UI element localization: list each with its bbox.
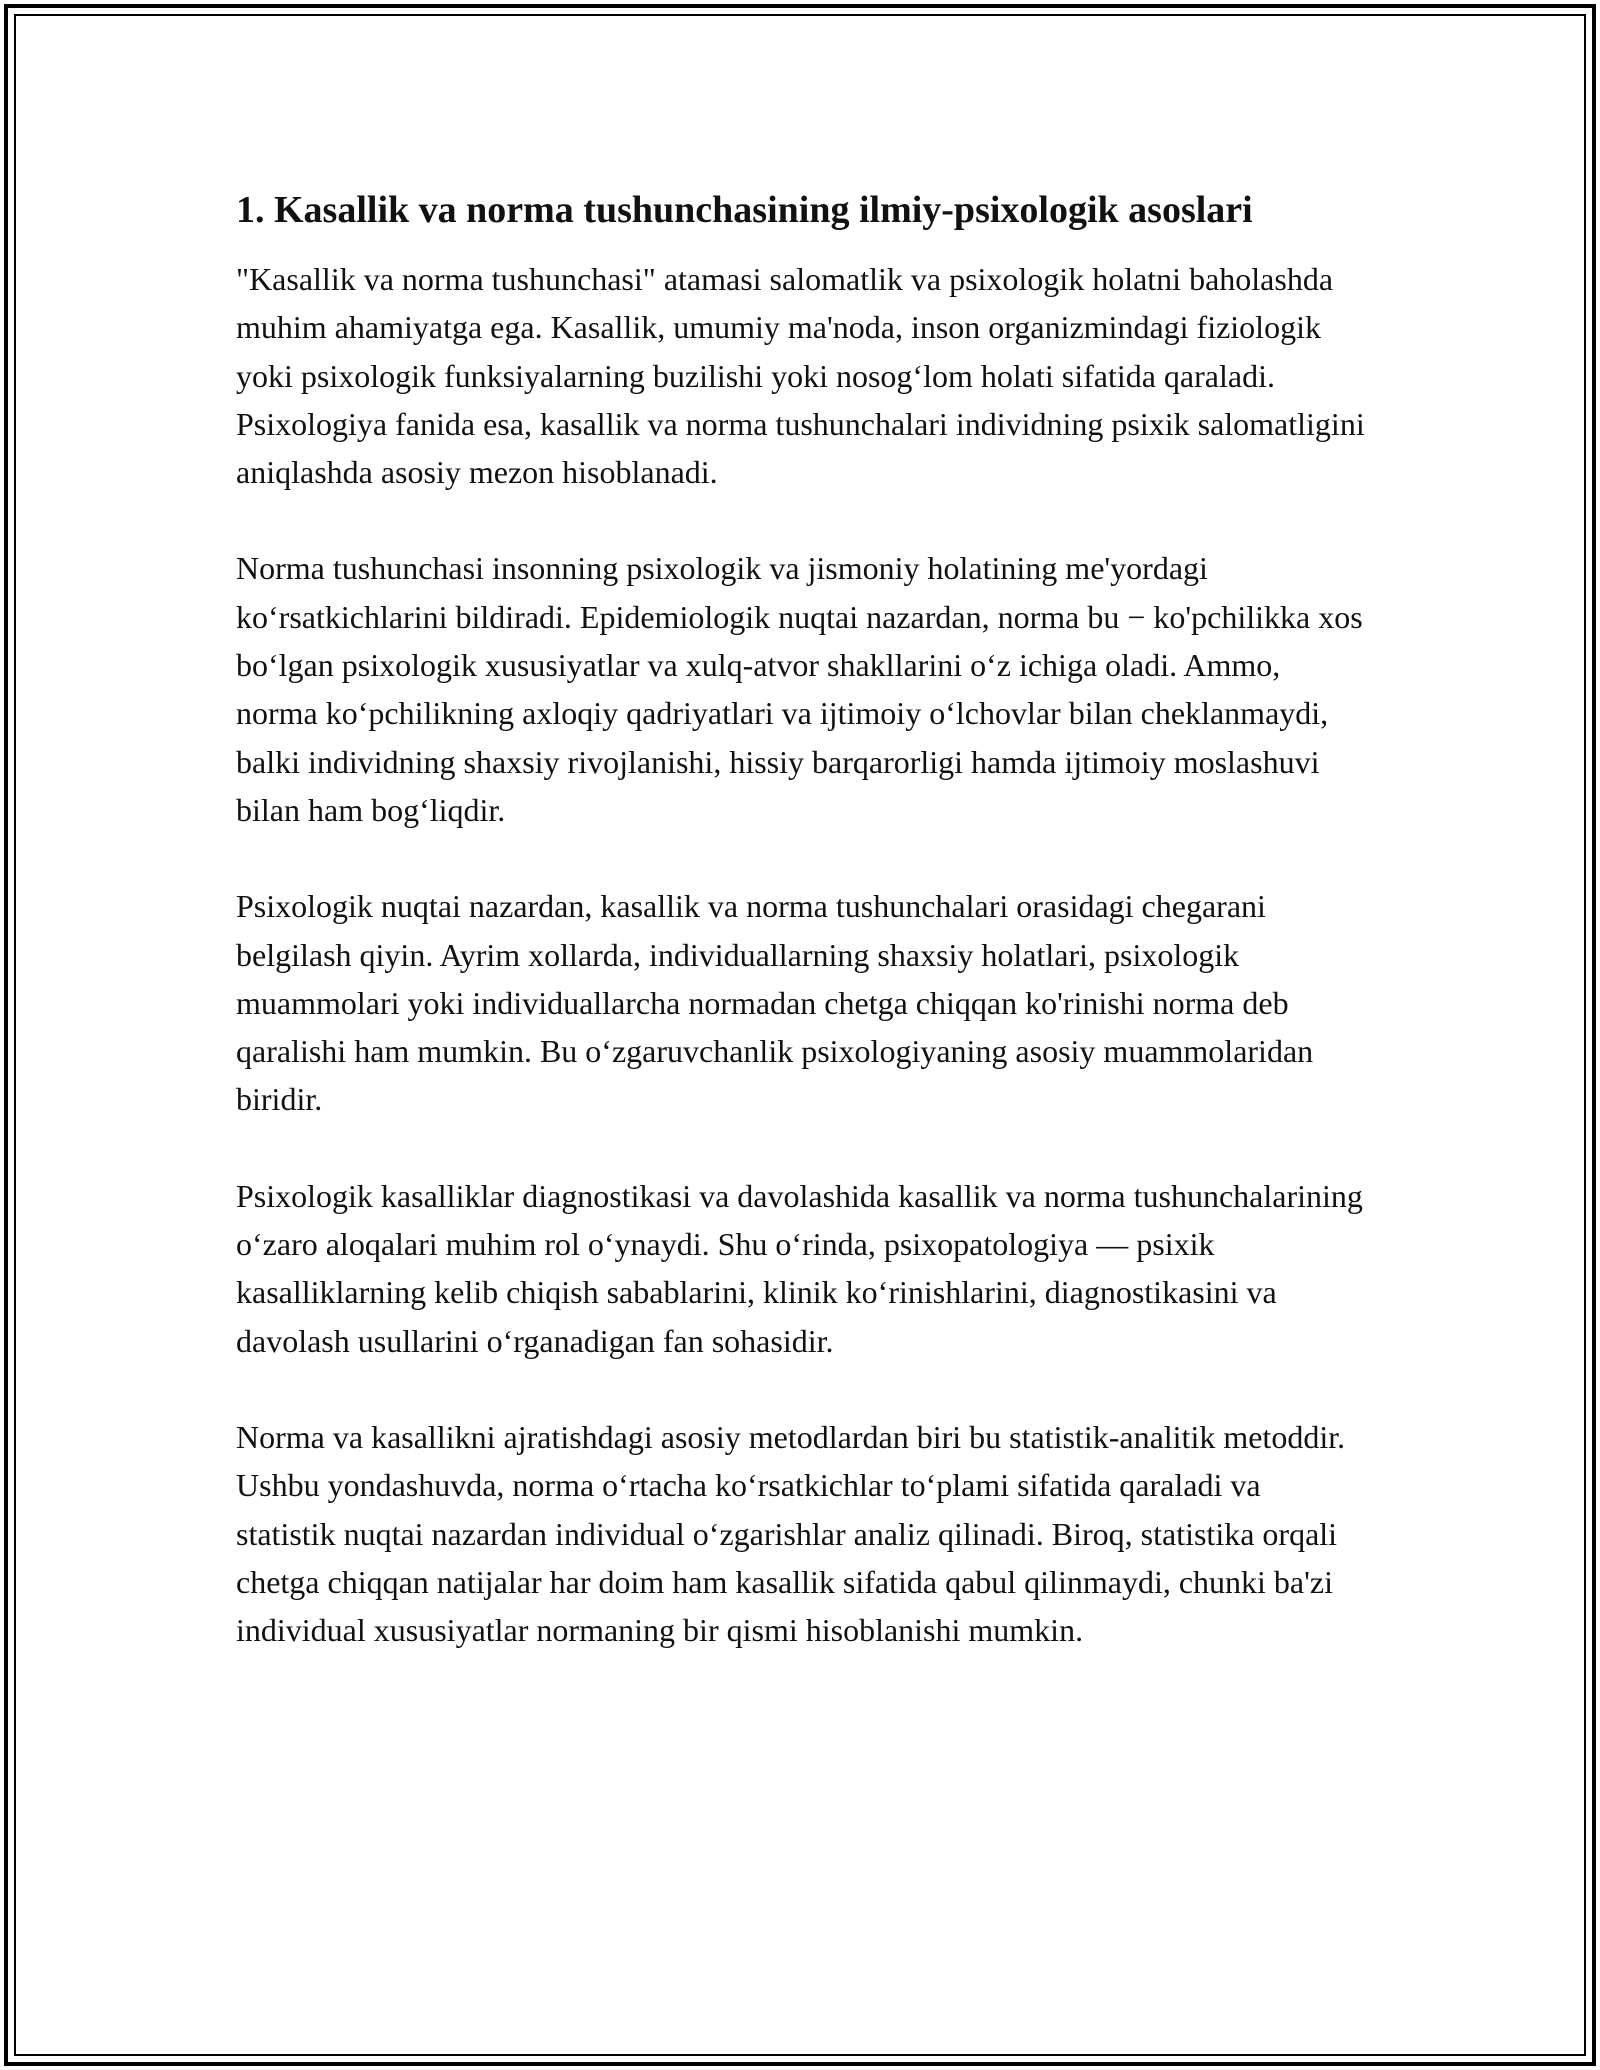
paragraph-1: "Kasallik va norma tushunchasi" atamasi salomatlik va psixologik holatni baholashda muhim ahamiyatga ega. Kasallik, umumiy ma'noda, inson organizmindagi fiziologik yoki psixologik funksiyalarning buzilishi yoki nosog‘lom holati sifatida qaraladi. Psixologiya fanida esa, kasallik va norma tushunchalari individning psixik salomatligini aniqlashda asosiy mezon hisoblanadi. <box>236 261 1365 491</box>
paragraph-2: Norma tushunchasi insonning psixologik va jismoniy holatining me'yordagi ko‘rsatkichlarini bildiradi. Epidemiologik nuqtai nazardan, norma bu − ko'pchilikka xos bo‘lgan psixologik xususiyatlar va xulq-atvor shakllarini o‘z ichiga oladi. Ammo, norma ko‘pchilikning axloqiy qadriyatlari va ijtimoiy o‘lchovlar bilan cheklanmaydi, balki individning shaxsiy rivojlanishi, hissiy barqarorligi hamda ijtimoiy moslashuvi bilan ham bog‘liqdir. <box>236 550 1363 828</box>
paragraph-4: Psixologik kasalliklar diagnostikasi va davolashida kasallik va norma tushunchalarining o‘zaro aloqalari muhim rol o‘ynaydi. Shu o‘rinda, psixopatologiya — psixik kasalliklarning kelib chiqish sabablarini, klinik ko‘rinishlarini, diagnostikasini va davolash usullarini o‘rganadigan fan sohasidir. <box>236 1177 1363 1359</box>
document-body <box>236 184 1366 1702</box>
section-heading: 1. Kasallik va norma tushunchasining ilmiy-psixologik asoslari <box>236 189 1253 231</box>
paragraph-3: Psixologik nuqtai nazardan, kasallik va norma tushunchalari orasidagi chegarani belgilash qiyin. Ayrim xollarda, individuallarning shaxsiy holatlari, psixologik muammolari yoki individuallarcha normadan chetga chiqqan ko'rinishi norma deb qaralishi ham mumkin. Bu o‘zgaruvchanlik psixologiyaning asosiy muammolaridan biridir. <box>236 888 1314 1118</box>
paragraph-5: Norma va kasallikni ajratishdagi asosiy metodlardan biri bu statistik-analitik metoddir. Ushbu yondashuvda, norma o‘rtacha ko‘rsatkichlar to‘plami sifatida qaraladi va statistik nuqtai nazardan individual o‘zgarishlar analiz qilinadi. Biroq, statistika orqali chetga chiqqan natijalar har doim ham kasallik sifatida qabul qilinmaydi, chunki ba'zi individual xususiyatlar normaning bir qismi hisoblanishi mumkin. <box>236 1418 1346 1649</box>
